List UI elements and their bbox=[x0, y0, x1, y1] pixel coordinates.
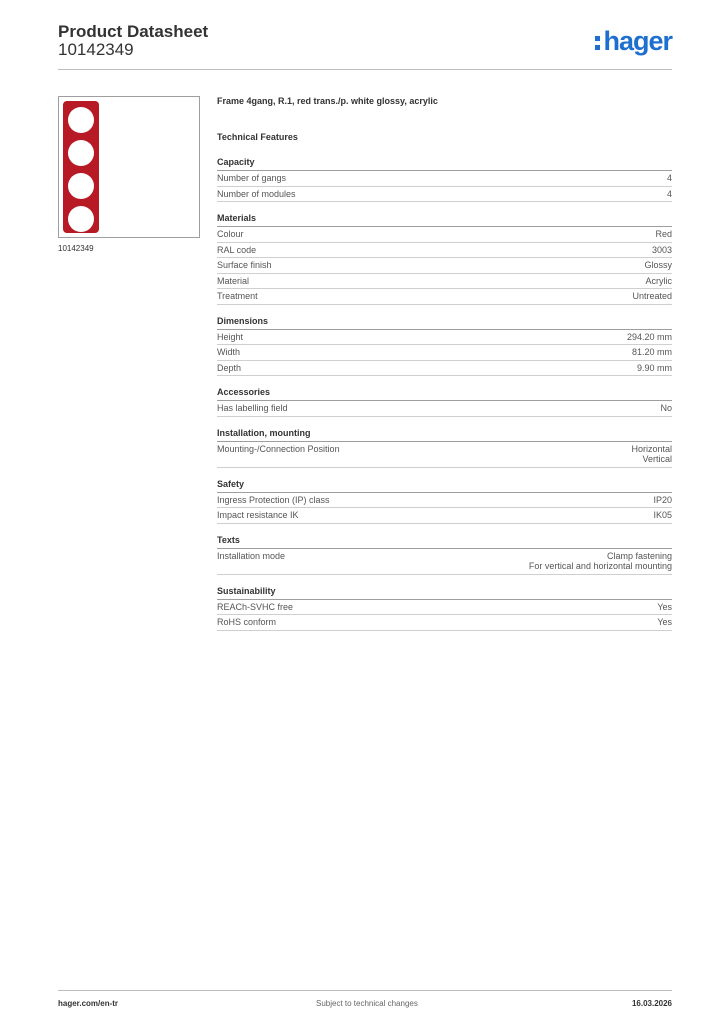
feature-row bbox=[217, 615, 672, 631]
feature-value bbox=[646, 276, 673, 287]
feature-label: Surface finish bbox=[217, 260, 272, 270]
feature-sections bbox=[217, 157, 672, 631]
section-title: Texts bbox=[217, 535, 672, 549]
feature-section bbox=[217, 535, 672, 575]
feature-value bbox=[627, 332, 672, 343]
feature-value-line: Horizontal bbox=[631, 443, 672, 454]
frame-gang-hole bbox=[68, 173, 94, 199]
feature-value-line: IP20 bbox=[653, 494, 672, 505]
feature-section bbox=[217, 213, 672, 305]
feature-value-line: Vertical bbox=[642, 454, 672, 464]
product-image bbox=[58, 96, 200, 238]
feature-value bbox=[657, 602, 672, 613]
feature-row bbox=[217, 345, 672, 361]
feature-row bbox=[217, 600, 672, 616]
feature-section bbox=[217, 157, 672, 202]
feature-section bbox=[217, 316, 672, 377]
feature-row bbox=[217, 549, 672, 575]
feature-label: Height bbox=[217, 331, 244, 342]
frame-gang-hole bbox=[68, 140, 94, 166]
feature-value bbox=[655, 229, 672, 240]
hager-logo bbox=[595, 26, 672, 57]
frame-4gang-image bbox=[63, 101, 99, 233]
feature-label: REACh-SVHC free bbox=[217, 601, 294, 612]
frame-gang-hole bbox=[68, 206, 94, 232]
feature-value-line: 9.90 mm bbox=[636, 362, 672, 373]
page-header bbox=[58, 20, 672, 70]
feature-label: Impact resistance IK bbox=[217, 510, 299, 520]
feature-row bbox=[217, 508, 672, 524]
feature-label: Ingress Protection (IP) class bbox=[217, 494, 330, 505]
feature-value-line: No bbox=[660, 403, 672, 413]
feature-value-line: 294.20 mm bbox=[626, 331, 672, 342]
feature-value-line: 81.20 mm bbox=[631, 347, 672, 357]
feature-value bbox=[653, 495, 672, 506]
section-title: Materials bbox=[217, 213, 672, 227]
feature-value bbox=[631, 444, 672, 465]
feature-section bbox=[217, 387, 672, 417]
section-title: Capacity bbox=[217, 157, 672, 171]
feature-row bbox=[217, 401, 672, 417]
feature-value bbox=[667, 173, 672, 184]
feature-value-line: Red bbox=[655, 229, 672, 239]
feature-label: Number of gangs bbox=[217, 173, 287, 183]
feature-row bbox=[217, 442, 672, 468]
footer-website: hager.com/en-tr bbox=[58, 999, 119, 1008]
feature-value-line: For vertical and horizontal mounting bbox=[528, 561, 672, 571]
feature-value-line: 4 bbox=[666, 188, 672, 199]
datasheet-content bbox=[217, 94, 672, 631]
feature-row bbox=[217, 258, 672, 274]
feature-value-line: 3003 bbox=[651, 244, 672, 255]
feature-value bbox=[667, 189, 672, 200]
section-title: Accessories bbox=[217, 387, 672, 401]
feature-label: Installation mode bbox=[217, 550, 286, 561]
feature-label: Mounting-/Connection Position bbox=[217, 443, 340, 454]
feature-value-line: Acrylic bbox=[645, 275, 672, 286]
feature-value-line: Yes bbox=[657, 601, 672, 612]
page-footer bbox=[58, 990, 672, 1008]
section-title: Sustainability bbox=[217, 586, 672, 600]
feature-label: RoHS conform bbox=[217, 617, 277, 627]
feature-value bbox=[657, 617, 672, 628]
feature-value-line: Yes bbox=[657, 617, 672, 627]
technical-features-heading: Technical Features bbox=[217, 132, 298, 142]
feature-value bbox=[644, 260, 672, 271]
feature-row bbox=[217, 171, 672, 187]
section-title: Installation, mounting bbox=[217, 428, 672, 442]
feature-label: Depth bbox=[217, 362, 242, 373]
feature-value-line: IK05 bbox=[653, 510, 672, 520]
frame-gang-hole bbox=[68, 107, 94, 133]
feature-row bbox=[217, 330, 672, 346]
feature-row bbox=[217, 493, 672, 509]
feature-value-line: Glossy bbox=[644, 260, 672, 270]
feature-value bbox=[637, 363, 672, 374]
feature-value-line: 4 bbox=[666, 173, 672, 183]
feature-section bbox=[217, 586, 672, 631]
feature-value-line: Clamp fastening bbox=[606, 550, 672, 561]
feature-row bbox=[217, 243, 672, 259]
logo-colon-icon bbox=[595, 30, 601, 50]
footer-notice: Subject to technical changes bbox=[316, 999, 418, 1008]
feature-value-line: Untreated bbox=[632, 291, 672, 301]
feature-label: RAL code bbox=[217, 244, 257, 255]
feature-row bbox=[217, 187, 672, 203]
section-title: Safety bbox=[217, 479, 672, 493]
feature-label: Treatment bbox=[217, 291, 258, 301]
feature-value bbox=[632, 291, 672, 302]
feature-value bbox=[660, 403, 672, 414]
feature-value bbox=[529, 551, 672, 572]
section-title: Dimensions bbox=[217, 316, 672, 330]
product-title: Frame 4gang, R.1, red trans./p. white glossy, acrylic bbox=[217, 96, 438, 106]
logo-text: hager bbox=[603, 26, 672, 56]
feature-row bbox=[217, 274, 672, 290]
feature-label: Material bbox=[217, 275, 250, 286]
feature-row bbox=[217, 289, 672, 305]
feature-value bbox=[652, 245, 672, 256]
page-title: Product Datasheet bbox=[58, 22, 209, 41]
feature-value bbox=[632, 347, 672, 358]
feature-row bbox=[217, 227, 672, 243]
footer-date: 16.03.2026 bbox=[631, 999, 672, 1008]
feature-label: Colour bbox=[217, 229, 244, 239]
feature-row bbox=[217, 361, 672, 377]
product-number: 10142349 bbox=[58, 40, 134, 59]
feature-value bbox=[653, 510, 672, 521]
feature-section bbox=[217, 479, 672, 524]
feature-label: Width bbox=[217, 347, 241, 357]
feature-label: Number of modules bbox=[217, 188, 296, 199]
feature-section bbox=[217, 428, 672, 468]
image-caption: 10142349 bbox=[58, 244, 94, 253]
feature-label: Has labelling field bbox=[217, 403, 288, 413]
